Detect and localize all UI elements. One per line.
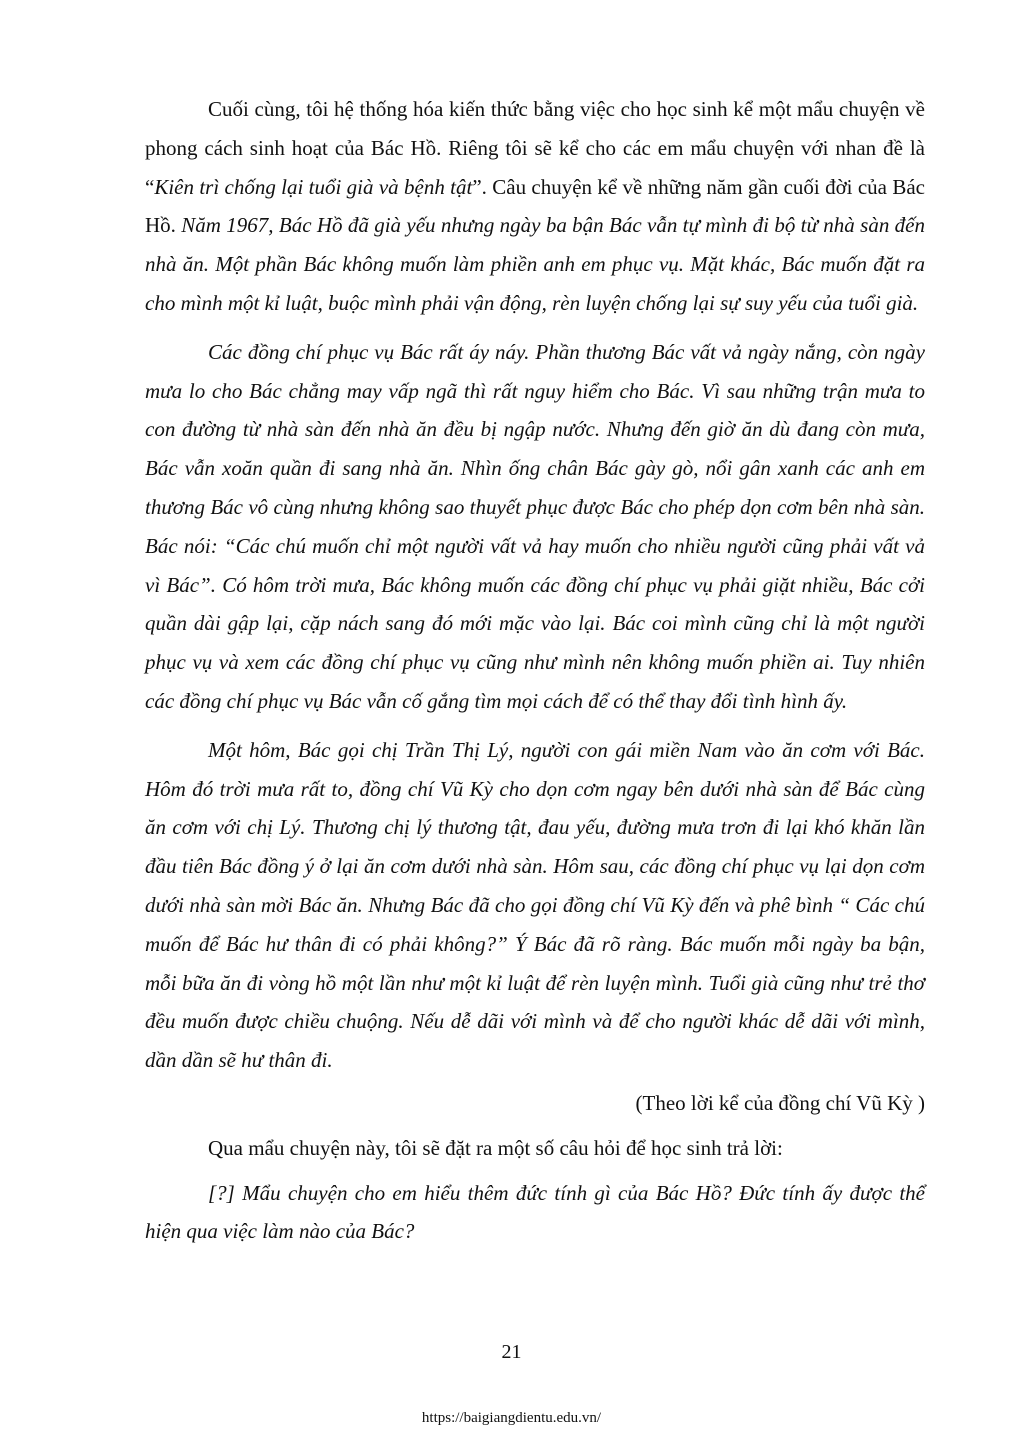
story-source: (Theo lời kể của đồng chí Vũ Kỳ ) [635, 1090, 925, 1115]
paragraph-intro [145, 90, 925, 323]
body-text [145, 90, 925, 1251]
story-opening: Năm 1967, Bác Hồ đã già yếu nhưng ngày ba bận Bác vẫn tự mình đi bộ từ nhà sàn đến nhà ăn. Một phần Bác không muốn làm phiền anh em phục vụ. Mặt khác, Bác muốn đặt ra cho mình một kỉ luật, buộc mình phải vận động, rèn luyện chống lại sự suy yếu của tuổi già. [145, 213, 925, 315]
paragraph-story-3 [145, 731, 925, 1080]
story-text-3: Một hôm, Bác gọi chị Trần Thị Lý, người con gái miền Nam vào ăn cơm với Bác. Hôm đó trời mưa rất to, đồng chí Vũ Kỳ cho dọn cơm ngay bên dưới nhà sàn để Bác cùng ăn cơm với chị Lý. Thương chị lý thương tật, đau yếu, đường mưa trơn đi lại khó khăn lần đầu tiên Bác đồng ý ở lại ăn cơm dưới nhà sàn. Hôm sau, các đồng chí phục vụ lại dọn cơm dưới nhà sàn mời Bác ăn. Nhưng Bác đã cho gọi đồng chí Vũ Kỳ đến và phê bình “ Các chú muốn để Bác hư thân đi có phải không?” Ý Bác đã rõ ràng. Bác muốn mỗi ngày ba bận, mỗi bữa ăn đi vòng hồ một lần như một kỉ luật để rèn luyện mình. Tuổi già cũng như trẻ thơ đều muốn được chiều chuộng. Nếu dễ dãi với mình và để cho người khác dễ dãi với mình, dần dần sẽ hư thân đi. [145, 737, 925, 1073]
intro-text-b: ”. Câu chuyện kể về những năm gần cuối đời của Bác Hồ. [145, 174, 925, 238]
paragraph-questions-intro: Qua mẩu chuyện này, tôi sẽ đặt ra một số câu hỏi để học sinh trả lời: [208, 1135, 783, 1160]
question-text: [?] Mẩu chuyện cho em hiểu thêm đức tính gì của Bác Hồ? Đức tính ấy được thể hiện qua việc làm nào của Bác? [145, 1180, 925, 1244]
intro-text-a: Cuối cùng, tôi hệ thống hóa kiến thức bằng việc cho học sinh kể một mẩu chuyện về phong cách sinh hoạt của Bác Hồ. Riêng tôi sẽ kể cho các em mẩu chuyện với nhan đề là “ [145, 97, 925, 199]
story-text-2: Các đồng chí phục vụ Bác rất áy náy. Phần thương Bác vất vả ngày nắng, còn ngày mưa lo cho Bác chẳng may vấp ngã thì rất nguy hiểm cho Bác. Vì sau những trận mưa to con đường từ nhà sàn đến nhà ăn đều bị ngập nước. Nhưng đến giờ ăn dù đang còn mưa, Bác vẫn xoăn quần đi sang nhà ăn. Nhìn ống chân Bác gày gò, nổi gân xanh các anh em thương Bác vô cùng nhưng không sao thuyết phục được Bác cho phép dọn cơm bên nhà sàn. Bác nói: “Các chú muốn chỉ một người vất vả hay muốn cho nhiều người cũng phải vất vả vì Bác”. Có hôm trời mưa, Bác không muốn các đồng chí phục vụ phải giặt nhiều, Bác cởi quần dài gập lại, cặp nách sang đó mới mặc vào lại. Bác coi mình cũng chỉ là một người phục vụ và xem các đồng chí phục vụ cũng như mình nên không muốn phiền ai. Tuy nhiên các đồng chí phục vụ Bác vẫn cố gắng tìm mọi cách để có thể thay đổi tình hình ấy. [145, 339, 925, 713]
story-title: Kiên trì chống lại tuổi già và bệnh tật [154, 174, 473, 199]
paragraph-question [145, 1174, 925, 1252]
footer-url: https://baigiangdientu.edu.vn/ [421, 1410, 602, 1426]
page-number: 21 [501, 1341, 522, 1363]
paragraph-story-2 [145, 333, 925, 721]
